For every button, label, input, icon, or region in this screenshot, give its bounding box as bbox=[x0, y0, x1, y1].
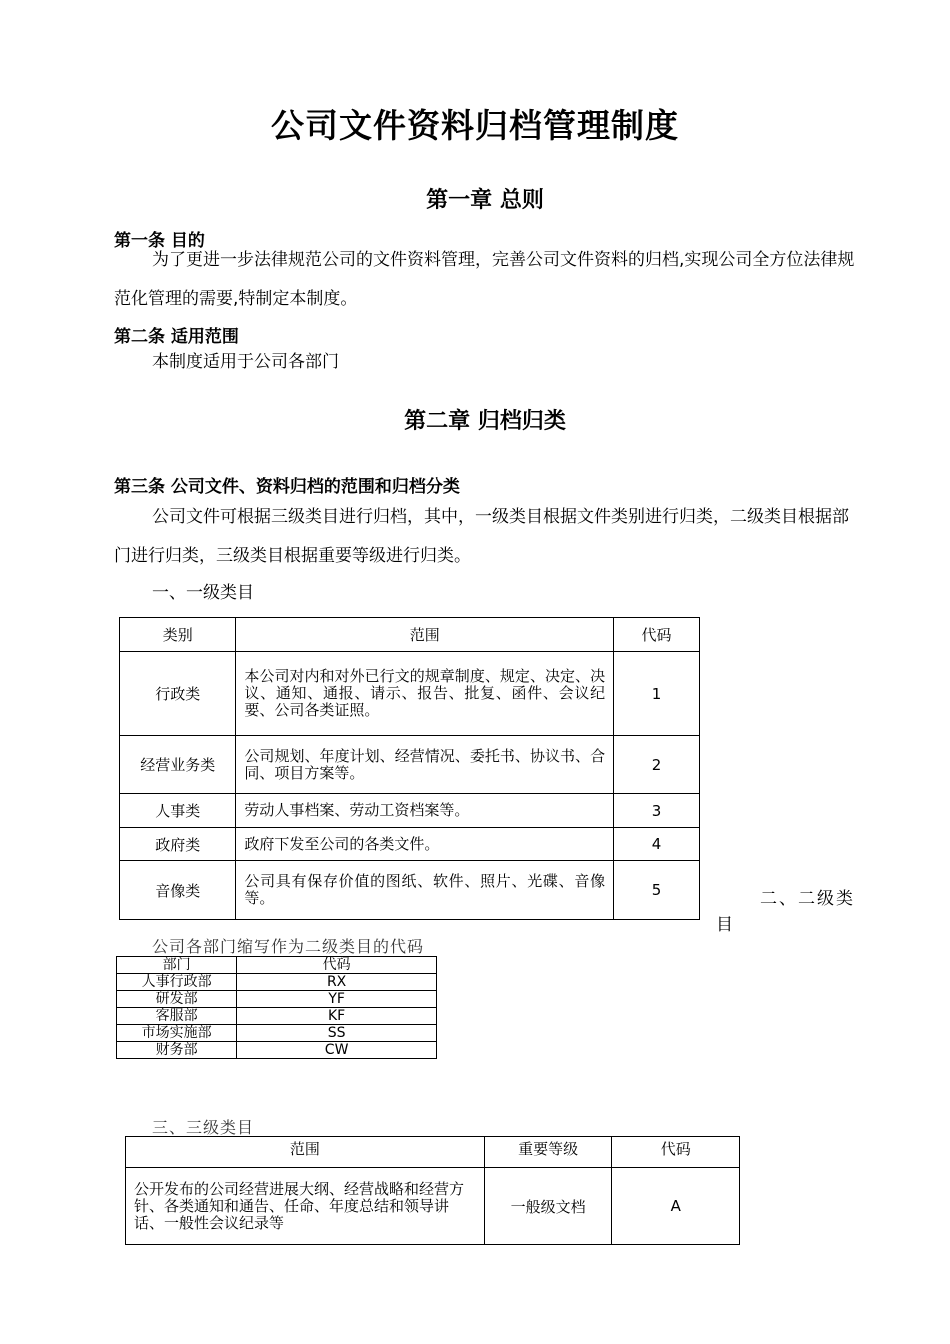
header-cell: 代码 bbox=[612, 1137, 740, 1168]
scope-cell: 公司具有保存价值的图纸、软件、照片、光碟、音像等。 bbox=[236, 861, 614, 920]
dept-cell: 财务部 bbox=[117, 1042, 237, 1059]
header-cell: 范围 bbox=[126, 1137, 485, 1168]
article-2-text: 本制度适用于公司各部门 bbox=[152, 352, 339, 372]
table-row bbox=[117, 1042, 437, 1059]
table-row bbox=[117, 1025, 437, 1042]
code-cell: 1 bbox=[614, 652, 700, 736]
code-cell: SS bbox=[237, 1025, 437, 1042]
header-cell: 范围 bbox=[236, 618, 614, 652]
category-cell: 行政类 bbox=[120, 652, 236, 736]
code-cell: 2 bbox=[614, 736, 700, 794]
table-header-row bbox=[117, 957, 437, 974]
dept-cell: 市场实施部 bbox=[117, 1025, 237, 1042]
table-row bbox=[117, 1008, 437, 1025]
table-row bbox=[117, 974, 437, 991]
category-cell: 政府类 bbox=[120, 828, 236, 861]
table-row bbox=[117, 991, 437, 1008]
scope-cell: 劳动人事档案、劳动工资档案等。 bbox=[236, 794, 614, 828]
article-1-title: 第一条 目的 bbox=[114, 231, 205, 251]
dept-cell: 人事行政部 bbox=[117, 974, 237, 991]
header-cell: 代码 bbox=[237, 957, 437, 974]
table-row bbox=[120, 736, 700, 794]
dept-cell: 客服部 bbox=[117, 1008, 237, 1025]
table-row bbox=[120, 828, 700, 861]
code-cell: A bbox=[612, 1168, 740, 1245]
table-header-row bbox=[126, 1137, 740, 1168]
article-3-title: 第三条 公司文件、资料归档的范围和归档分类 bbox=[114, 477, 460, 497]
code-cell: 3 bbox=[614, 794, 700, 828]
article-3-text: 公司文件可根据三级类目进行归档，其中，一级类目根据文件类别进行归类，二级类目根据部门进行归类，三级类目根据重要等级进行归类。 bbox=[114, 507, 849, 566]
scope-cell: 公司规划、年度计划、经营情况、委托书、协议书、合同、项目方案等。 bbox=[236, 736, 614, 794]
code-cell: RX bbox=[237, 974, 437, 991]
category-cell: 经营业务类 bbox=[120, 736, 236, 794]
level-3-table bbox=[125, 1136, 740, 1245]
level-1-heading: 一、一级类目 bbox=[152, 583, 254, 603]
document-title: 公司文件资料归档管理制度 bbox=[271, 106, 679, 145]
header-cell: 重要等级 bbox=[484, 1137, 612, 1168]
table-row bbox=[120, 794, 700, 828]
level-1-table bbox=[119, 617, 700, 920]
level-3-heading: 三、三级类目 bbox=[152, 1118, 255, 1137]
scope-cell: 公开发布的公司经营进展大纲、经营战略和经营方针、各类通知和通告、任命、年度总结和领导讲话、一般性会议纪录等 bbox=[126, 1168, 485, 1245]
table-row bbox=[126, 1168, 740, 1245]
code-cell: KF bbox=[237, 1008, 437, 1025]
level-2-heading-wrap: 目 bbox=[716, 915, 733, 935]
level-2-table bbox=[116, 956, 437, 1059]
chapter-1-heading: 第一章 总则 bbox=[426, 188, 544, 213]
table-row bbox=[120, 652, 700, 736]
article-3-paragraph bbox=[114, 498, 856, 576]
code-cell: CW bbox=[237, 1042, 437, 1059]
code-cell: 5 bbox=[614, 861, 700, 920]
scope-cell: 政府下发至公司的各类文件。 bbox=[236, 828, 614, 861]
category-cell: 音像类 bbox=[120, 861, 236, 920]
header-cell: 类别 bbox=[120, 618, 236, 652]
level-2-note: 公司各部门缩写作为二级类目的代码 bbox=[152, 937, 425, 956]
code-cell: 4 bbox=[614, 828, 700, 861]
level-2-heading: 二、二级类 bbox=[760, 889, 855, 909]
header-cell: 部门 bbox=[117, 957, 237, 974]
table-row bbox=[120, 861, 700, 920]
table-header-row bbox=[120, 618, 700, 652]
scope-cell: 本公司对内和对外已行文的规章制度、规定、决定、决议、通知、通报、请示、报告、批复、函件、会议纪要、公司各类证照。 bbox=[236, 652, 614, 736]
chapter-2-heading: 第二章 归档归类 bbox=[404, 409, 566, 434]
category-cell: 人事类 bbox=[120, 794, 236, 828]
article-1-text: 为了更进一步法律规范公司的文件资料管理，完善公司文件资料的归档,实现公司全方位法律规范化管理的需要,特制定本制度。 bbox=[114, 250, 855, 309]
header-cell: 代码 bbox=[614, 618, 700, 652]
level-cell: 一般级文档 bbox=[484, 1168, 612, 1245]
dept-cell: 研发部 bbox=[117, 991, 237, 1008]
article-1-paragraph bbox=[114, 241, 856, 319]
code-cell: YF bbox=[237, 991, 437, 1008]
article-2-title: 第二条 适用范围 bbox=[114, 327, 239, 347]
